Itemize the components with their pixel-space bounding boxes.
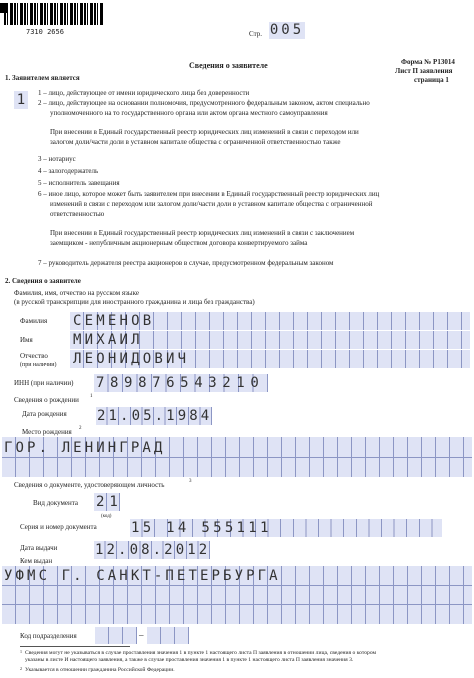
footnote-1-cont: указаны в листе И настоящего заявления, а также в случае проставления значения 1 в пункте 1 настоящего листа П заявления значения 3. bbox=[25, 657, 354, 663]
page-number-cells bbox=[269, 22, 305, 39]
section1-item: 3 – нотариус bbox=[38, 155, 76, 163]
page-label: Стр. bbox=[249, 30, 262, 38]
barcode-number: 7310 2656 bbox=[26, 28, 64, 36]
birth-heading-sup: 1 bbox=[90, 394, 93, 399]
issued-by-label: Кем выдан bbox=[20, 557, 53, 565]
footnote-1: Сведения могут не указываться в случае проставления значения 1 в пункте 1 настоящего листа П заявления в отношении лица, сведения о котором bbox=[25, 650, 377, 656]
section1-item: уполномоченного на то государственного органа или актом органа местного самоуправления bbox=[50, 109, 328, 117]
dept-code-dash: – bbox=[139, 630, 144, 640]
barcode bbox=[4, 3, 104, 25]
patronymic-note: (при наличии) bbox=[20, 362, 57, 368]
dept-code-label: Код подразделения bbox=[20, 632, 77, 640]
section1-item: При внесении в Единый государственный реестр юридических лиц изменений в связи с заключением bbox=[50, 229, 355, 237]
section1-item: 6 – иное лицо, которое может быть заявителем при внесении в Единый государственный реестр юридических лиц bbox=[38, 190, 380, 198]
patronymic-value: ЛЕОНИДОВИЧ bbox=[73, 351, 190, 367]
section2-subtitle-note: (в русской транскрипции для иностранного гражданина и лица без гражданства) bbox=[14, 298, 255, 306]
series-label: Серия и номер документа bbox=[20, 523, 97, 531]
surname-value: СЕМЕНОВ bbox=[73, 313, 155, 329]
footnote-2: Указывается в отношении гражданина Российской Федерации. bbox=[25, 667, 175, 673]
name-label: Имя bbox=[20, 336, 33, 344]
birth-date-label: Дата рождения bbox=[22, 410, 67, 418]
doc-type-label: Вид документа bbox=[33, 499, 79, 507]
doc-heading: Сведения о документе, удостоверяющем личность bbox=[14, 481, 165, 489]
section1-item: изменений в связи с переходом или залогом доли/части доли в уставном капитале общества с ограниченной bbox=[50, 200, 373, 208]
dept-code-field-2 bbox=[147, 627, 189, 644]
barcode-corner bbox=[0, 3, 8, 13]
applicant-type-cell bbox=[14, 91, 28, 109]
patronymic-label: Отчество bbox=[20, 352, 48, 360]
birth-place-label: Место рождения bbox=[22, 428, 72, 436]
section1-item: 4 – залогодержатель bbox=[38, 167, 99, 175]
footnote-mark: 2 bbox=[20, 666, 22, 671]
name-value: МИХАИЛ bbox=[73, 332, 143, 348]
birth-date-value: 21.05.1984 bbox=[97, 408, 213, 424]
doc-heading-sup: 3 bbox=[189, 479, 192, 484]
section1-item: При внесении в Единый государственный реестр юридических лиц изменений в связи с переходом или bbox=[50, 128, 359, 136]
footnote-divider bbox=[20, 646, 130, 647]
issue-date-value: 12.08.2012 bbox=[95, 542, 211, 558]
section1-item: 7 – руководитель держателя реестра акционеров в случае, предусмотренном федеральным законом bbox=[38, 259, 334, 267]
page-number: 005 bbox=[269, 22, 305, 38]
section1-item: 5 – исполнитель завещания bbox=[38, 179, 120, 187]
form-title: Форма № Р13014 bbox=[401, 58, 455, 66]
section1-item: ответственностью bbox=[50, 210, 105, 218]
surname-label: Фамилия bbox=[20, 317, 48, 325]
footnote-mark: 1 bbox=[20, 649, 22, 654]
dept-code-field-1 bbox=[95, 627, 137, 644]
section1-title: 1. Заявителем является bbox=[5, 74, 80, 82]
birth-place-value: ГОР. ЛЕНИНГРАД bbox=[4, 440, 166, 456]
section1-item: 2 – лицо, действующее на основании полномочия, предусмотренного федеральным законом, актом специально bbox=[38, 99, 370, 107]
form-page: страница 1 bbox=[414, 76, 449, 84]
applicant-type-value: 1 bbox=[16, 92, 26, 108]
section1-item: 1 – лицо, действующее от имени юридического лица без доверенности bbox=[38, 89, 250, 97]
inn-value: 789876543210 bbox=[96, 375, 265, 391]
issued-by-value: УФМС Г. САНКТ-ПЕТЕРБУРГА bbox=[4, 568, 281, 584]
birth-place-sup: 2 bbox=[79, 426, 82, 431]
form-sheet: Лист П заявления bbox=[395, 67, 453, 75]
doc-type-value: 21 bbox=[96, 494, 123, 510]
section1-item: залогом доли/части доли в уставном капитале общества с ограниченной ответственностью также bbox=[50, 138, 341, 146]
section2-title: 2. Сведения о заявителе bbox=[5, 277, 81, 285]
section2-subtitle: Фамилия, имя, отчество на русском языке bbox=[14, 289, 139, 297]
section1-item: заемщиком - непубличным акционерным обществом договора конвертируемого займа bbox=[50, 239, 308, 247]
doc-type-code: (код) bbox=[101, 514, 112, 519]
birth-heading: Сведения о рождении bbox=[14, 396, 79, 404]
page-heading: Сведения о заявителе bbox=[189, 61, 268, 70]
issue-date-label: Дата выдачи bbox=[20, 544, 58, 552]
inn-label: ИНН (при наличии) bbox=[14, 379, 74, 387]
series-value: 15 14 555111 bbox=[131, 520, 272, 536]
